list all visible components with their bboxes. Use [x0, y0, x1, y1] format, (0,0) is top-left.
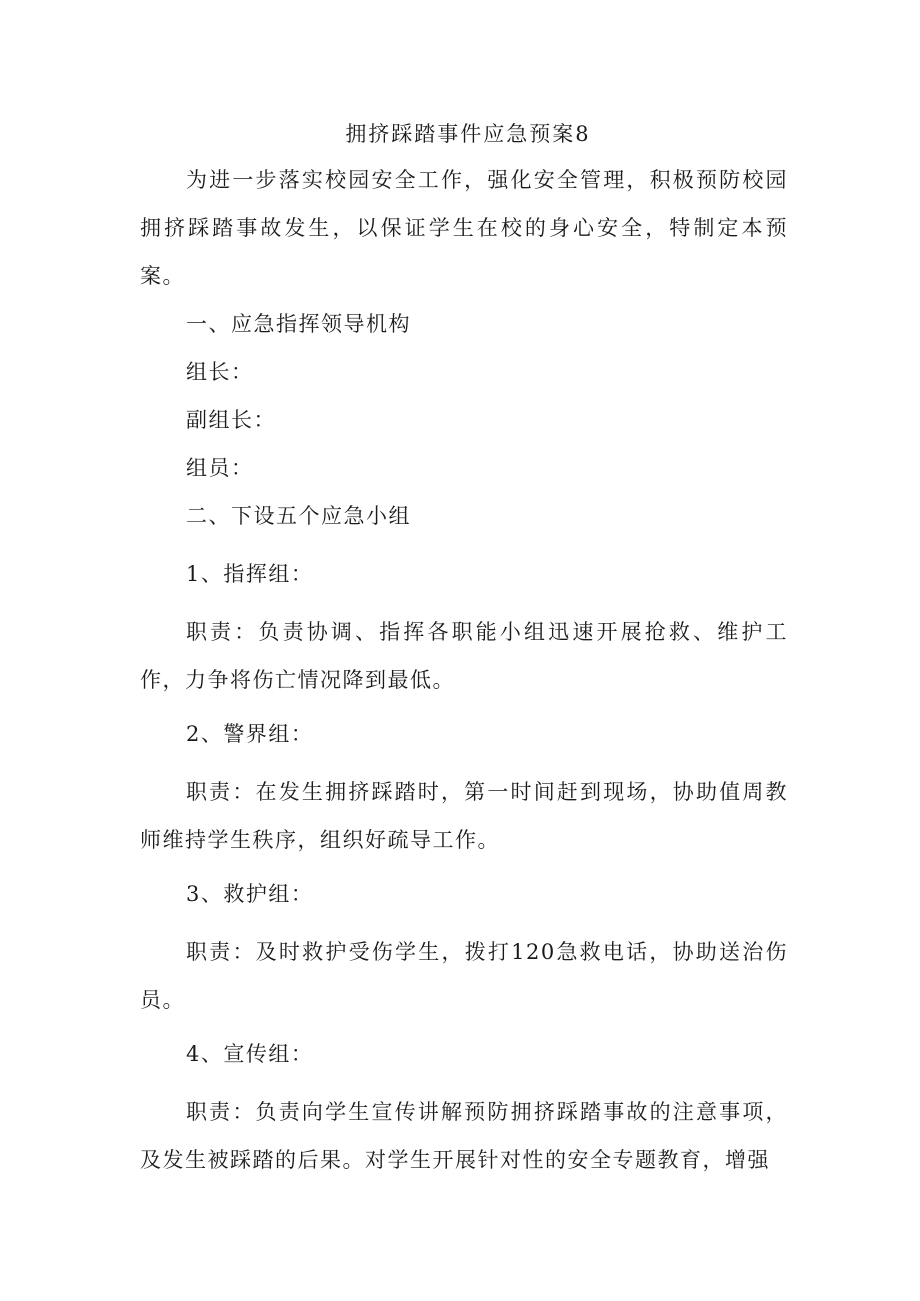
document-body: [140, 112, 788, 1184]
group-guard-heading: 2、警界组：: [186, 722, 314, 746]
section-heading-groups: 二、下设五个应急小组: [186, 504, 411, 528]
deputy-leader-line: 副组长：: [186, 408, 276, 432]
leader-line: 组长：: [186, 360, 254, 384]
group-rescue-duty: 职责：及时救护受伤学生，拨打120急救电话，协助送治伤员。: [140, 940, 788, 1012]
group-publicity-duty: 职责：负责向学生宣传讲解预防拥挤踩踏事故的注意事项，及发生被踩踏的后果。对学生开展针对性的安全专题教育，增强: [140, 1100, 788, 1172]
section-heading-leadership: 一、应急指挥领导机构: [186, 312, 411, 336]
group-guard-duty: 职责：在发生拥挤踩踏时，第一时间赶到现场，协助值周教师维持学生秩序，组织好疏导工作。: [140, 780, 788, 852]
members-line: 组员：: [186, 456, 254, 480]
group-publicity-heading: 4、宣传组：: [186, 1042, 314, 1066]
group-command-heading: 1、指挥组：: [186, 562, 314, 586]
group-rescue-heading: 3、救护组：: [186, 882, 314, 906]
group-command-duty: 职责：负责协调、指挥各职能小组迅速开展抢救、维护工作，力争将伤亡情况降到最低。: [140, 620, 788, 692]
document-title: 拥挤踩踏事件应急预案8: [345, 122, 591, 146]
intro-paragraph: 为进一步落实校园安全工作，强化安全管理，积极预防校园拥挤踩踏事故发生，以保证学生在校的身心安全，特制定本预案。: [140, 168, 788, 288]
